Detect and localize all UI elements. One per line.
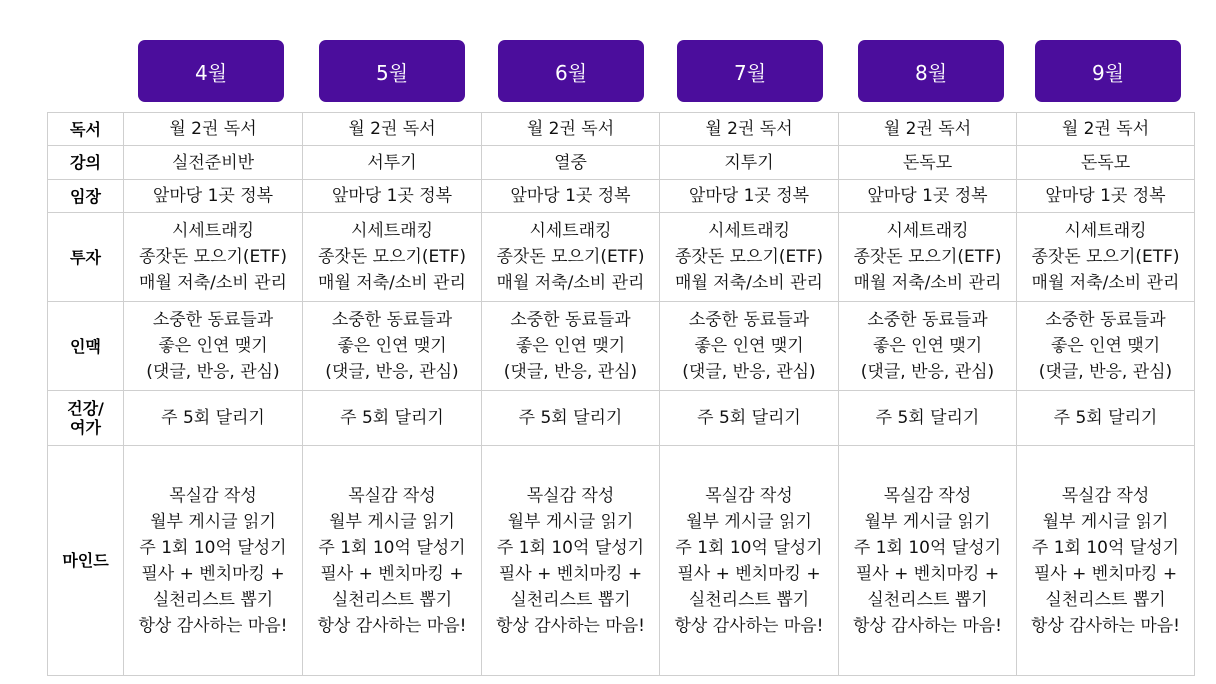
plan-cell-mindset [839, 446, 1017, 676]
plan-cell-line: 주 1회 10억 달성기 [675, 537, 823, 558]
plan-cell-line: 앞마당 1곳 정복 [688, 186, 810, 206]
plan-cell-line: 종잣돈 모으기(ETF) [317, 247, 467, 267]
plan-cell-line: 월부 게시글 읽기 [507, 511, 634, 532]
table-row-network [48, 302, 1195, 391]
plan-cell-line: 앞마당 1곳 정복 [867, 186, 988, 206]
plan-cell-reading [839, 113, 1017, 146]
plan-cell-line: 시세트래킹 [886, 221, 969, 241]
plan-cell-field-trip [124, 180, 303, 213]
row-header-mindset: 마인드 [48, 446, 124, 676]
plan-cell-mindset [124, 446, 303, 676]
plan-cell-line: 항상 감사하는 마음! [138, 615, 288, 636]
plan-cell-line: 월 2권 독서 [1061, 119, 1150, 139]
plan-cell-line: (댓글, 반응, 관심) [146, 362, 280, 382]
plan-cell-line: 주 5회 달리기 [161, 408, 265, 428]
plan-cell-investment [124, 213, 303, 302]
plan-cell-lecture [303, 146, 482, 180]
plan-cell-reading [1017, 113, 1195, 146]
plan-cell-line: 필사 + 벤치마킹 + [855, 563, 1000, 584]
plan-cell-line: 목실감 작성 [705, 485, 793, 506]
plan-cell-line: (댓글, 반응, 관심) [1038, 362, 1173, 382]
plan-cell-line: 주 1회 10억 달성기 [1031, 537, 1180, 558]
row-header-line: 여가 [70, 418, 101, 437]
plan-cell-line: 실천리스트 뽑기 [152, 589, 274, 610]
plan-cell-lecture [124, 146, 303, 180]
plan-cell-mindset [660, 446, 839, 676]
plan-cell-line: 주 1회 10억 달성기 [853, 537, 1002, 558]
plan-cell-line: 목실감 작성 [1061, 485, 1150, 506]
plan-cell-line: 시세트래킹 [171, 221, 255, 241]
plan-cell-investment [1017, 213, 1195, 302]
plan-cell-line: 종잣돈 모으기(ETF) [496, 247, 645, 267]
plan-cell-investment [660, 213, 839, 302]
month-header-may: 5월 [319, 40, 465, 102]
plan-cell-field-trip [660, 180, 839, 213]
plan-cell-network [839, 302, 1017, 391]
plan-cell-reading [660, 113, 839, 146]
plan-cell-line: 종잣돈 모으기(ETF) [1031, 247, 1180, 267]
plan-cell-network [303, 302, 482, 391]
plan-cell-line: 돈독모 [902, 152, 953, 173]
month-header-september: 9월 [1035, 40, 1181, 102]
month-header-april: 4월 [138, 40, 284, 102]
plan-cell-line: 좋은 인연 맺기 [872, 336, 983, 356]
plan-cell-line: 소중한 동료들과 [867, 310, 988, 330]
plan-cell-line: 매월 저축/소비 관리 [675, 273, 823, 293]
plan-cell-lecture [660, 146, 839, 180]
plan-cell-field-trip [839, 180, 1017, 213]
row-header-network: 인맥 [48, 302, 124, 391]
plan-cell-line: 월부 게시글 읽기 [686, 511, 812, 532]
plan-cell-field-trip [482, 180, 660, 213]
plan-cell-line: 필사 + 벤치마킹 + [498, 563, 643, 584]
plan-cell-line: 월 2권 독서 [348, 119, 436, 139]
plan-cell-line: 좋은 인연 맺기 [515, 336, 626, 356]
plan-cell-line: (댓글, 반응, 관심) [503, 362, 638, 382]
plan-cell-line: 월부 게시글 읽기 [1042, 511, 1169, 532]
plan-cell-line: 필사 + 벤치마킹 + [320, 563, 464, 584]
row-header-investment: 투자 [48, 213, 124, 302]
plan-cell-line: 실전준비반 [171, 152, 255, 173]
plan-cell-health-leisure [303, 391, 482, 446]
plan-cell-line: 시세트래킹 [529, 221, 612, 241]
plan-cell-line: 시세트래킹 [1064, 221, 1147, 241]
plan-cell-mindset [1017, 446, 1195, 676]
table-row-health-leisure [48, 391, 1195, 446]
row-header-field-trip: 임장 [48, 180, 124, 213]
plan-cell-line: 목실감 작성 [883, 485, 972, 506]
plan-cell-line: 주 5회 달리기 [697, 408, 801, 428]
plan-cell-lecture [482, 146, 660, 180]
plan-cell-line: 앞마당 1곳 정복 [331, 186, 453, 206]
plan-cell-line: 월부 게시글 읽기 [329, 511, 455, 532]
plan-cell-reading [482, 113, 660, 146]
plan-cell-line: 시세트래킹 [707, 221, 791, 241]
plan-cell-line: 소중한 동료들과 [510, 310, 631, 330]
month-header-july: 7월 [677, 40, 823, 102]
plan-cell-health-leisure [482, 391, 660, 446]
plan-cell-line: 앞마당 1곳 정복 [1045, 186, 1166, 206]
plan-cell-investment [482, 213, 660, 302]
plan-cell-health-leisure [839, 391, 1017, 446]
plan-cell-line: 항상 감사하는 마음! [317, 615, 467, 636]
plan-cell-lecture [1017, 146, 1195, 180]
table-row-investment [48, 213, 1195, 302]
plan-cell-line: 앞마당 1곳 정복 [510, 186, 631, 206]
plan-cell-investment [303, 213, 482, 302]
plan-cell-network [1017, 302, 1195, 391]
plan-cell-line: (댓글, 반응, 관심) [860, 362, 995, 382]
plan-cell-line: 주 1회 10억 달성기 [139, 537, 287, 558]
plan-cell-line: 좋은 인연 맺기 [337, 336, 447, 356]
plan-cell-line: 소중한 동료들과 [688, 310, 810, 330]
plan-cell-line: 매월 저축/소비 관리 [496, 273, 645, 293]
plan-cell-line: 시세트래킹 [350, 221, 434, 241]
plan-cell-line: 주 5회 달리기 [518, 408, 623, 428]
plan-cell-line: 월 2권 독서 [169, 119, 257, 139]
plan-cell-line: (댓글, 반응, 관심) [682, 362, 816, 382]
plan-cell-line: 필사 + 벤치마킹 + [141, 563, 285, 584]
plan-cell-line: 목실감 작성 [526, 485, 615, 506]
plan-cell-line: 좋은 인연 맺기 [694, 336, 804, 356]
plan-cell-line: 항상 감사하는 마음! [853, 615, 1002, 636]
plan-cell-line: 목실감 작성 [348, 485, 436, 506]
plan-cell-line: 실천리스트 뽑기 [510, 589, 631, 610]
plan-cell-reading [303, 113, 482, 146]
plan-cell-line: 실천리스트 뽑기 [1045, 589, 1166, 610]
plan-cell-line: 매월 저축/소비 관리 [139, 273, 287, 293]
plan-cell-line: 매월 저축/소비 관리 [853, 273, 1002, 293]
plan-cell-line: 소중한 동료들과 [1045, 310, 1166, 330]
table-row-reading [48, 113, 1195, 146]
plan-cell-health-leisure [124, 391, 303, 446]
plan-cell-line: 좋은 인연 맺기 [1050, 336, 1161, 356]
plan-table [47, 112, 1195, 676]
plan-cell-line: 매월 저축/소비 관리 [318, 273, 466, 293]
plan-cell-line: 항상 감사하는 마음! [1031, 615, 1180, 636]
plan-cell-line: 소중한 동료들과 [331, 310, 453, 330]
plan-cell-line: 종잣돈 모으기(ETF) [138, 247, 288, 267]
plan-cell-line: 실천리스트 뽑기 [867, 589, 988, 610]
plan-cell-mindset [482, 446, 660, 676]
row-header-reading: 독서 [48, 113, 124, 146]
plan-cell-health-leisure [660, 391, 839, 446]
plan-cell-line: 월 2권 독서 [526, 119, 615, 139]
month-header-june: 6월 [498, 40, 644, 102]
plan-cell-line: 실천리스트 뽑기 [688, 589, 810, 610]
plan-cell-reading [124, 113, 303, 146]
plan-cell-line: 소중한 동료들과 [152, 310, 274, 330]
plan-cell-line: 서투기 [367, 152, 417, 173]
plan-cell-line: 월 2권 독서 [705, 119, 793, 139]
plan-cell-network [124, 302, 303, 391]
month-header-row [0, 40, 1216, 104]
plan-cell-line: 열중 [554, 152, 587, 173]
plan-cell-line: 주 1회 10억 달성기 [318, 537, 466, 558]
plan-cell-network [482, 302, 660, 391]
plan-cell-line: 종잣돈 모으기(ETF) [674, 247, 824, 267]
plan-cell-line: 월부 게시글 읽기 [150, 511, 276, 532]
row-header-lecture: 강의 [48, 146, 124, 180]
plan-cell-line: 실천리스트 뽑기 [331, 589, 453, 610]
plan-cell-line: 지투기 [724, 152, 774, 173]
plan-cell-line: 주 5회 달리기 [340, 408, 444, 428]
plan-cell-line: 주 1회 10억 달성기 [496, 537, 645, 558]
plan-cell-line: (댓글, 반응, 관심) [325, 362, 459, 382]
plan-cell-line: 목실감 작성 [169, 485, 257, 506]
plan-cell-line: 필사 + 벤치마킹 + [1033, 563, 1178, 584]
plan-cell-line: 주 5회 달리기 [875, 408, 980, 428]
plan-cell-line: 돈독모 [1080, 152, 1131, 173]
plan-cell-line: 종잣돈 모으기(ETF) [853, 247, 1002, 267]
plan-cell-field-trip [1017, 180, 1195, 213]
plan-cell-line: 필사 + 벤치마킹 + [677, 563, 821, 584]
plan-cell-line: 매월 저축/소비 관리 [1031, 273, 1180, 293]
plan-cell-line: 월 2권 독서 [883, 119, 972, 139]
table-row-field-trip [48, 180, 1195, 213]
plan-cell-line: 주 5회 달리기 [1053, 408, 1158, 428]
table-row-mindset [48, 446, 1195, 676]
row-header-line: 건강/ [67, 399, 104, 418]
row-header-health-leisure [48, 391, 124, 446]
plan-cell-line: 항상 감사하는 마음! [674, 615, 824, 636]
plan-cell-line: 앞마당 1곳 정복 [152, 186, 274, 206]
month-header-august: 8월 [858, 40, 1004, 102]
plan-cell-field-trip [303, 180, 482, 213]
plan-cell-lecture [839, 146, 1017, 180]
plan-cell-line: 좋은 인연 맺기 [158, 336, 268, 356]
plan-cell-mindset [303, 446, 482, 676]
plan-cell-health-leisure [1017, 391, 1195, 446]
plan-cell-network [660, 302, 839, 391]
plan-cell-line: 월부 게시글 읽기 [864, 511, 991, 532]
plan-cell-investment [839, 213, 1017, 302]
plan-cell-line: 항상 감사하는 마음! [496, 615, 645, 636]
table-row-lecture [48, 146, 1195, 180]
